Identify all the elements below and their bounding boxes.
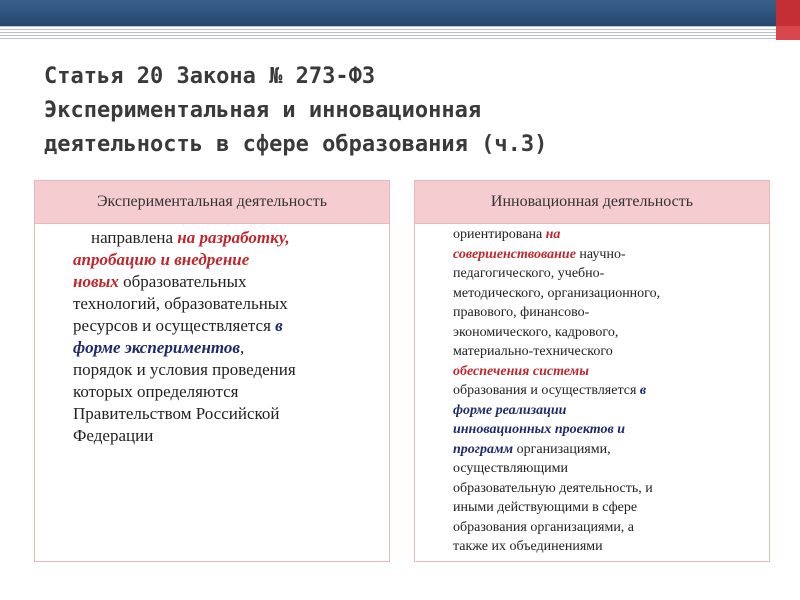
text-segment: образования и осуществляется — [453, 383, 640, 398]
text-line: образования организациями, а — [453, 519, 635, 535]
text-line — [73, 337, 387, 359]
text-line: педагогического, учебно- — [453, 266, 605, 281]
text-line — [73, 271, 387, 293]
text-segment: , — [240, 338, 245, 357]
text-line: методического, организационного, — [453, 285, 661, 301]
emphasis-text: на — [545, 227, 561, 242]
title-line-3: деятельность в сфере образования (ч.3) — [44, 132, 548, 157]
text-line — [73, 249, 387, 271]
text-line: правового, финансово- — [453, 305, 590, 320]
text-line: экономического, кадрового, — [453, 324, 619, 340]
emphasis-text: инновационных проектов и — [453, 422, 625, 437]
emphasis-text: в — [275, 316, 283, 335]
experimental-panel — [34, 180, 390, 562]
text-segment: ориентирована — [453, 227, 546, 242]
header-accent — [776, 0, 800, 26]
text-line: порядок и условия проведения — [73, 360, 296, 379]
text-line: технологий, образовательных — [73, 294, 288, 313]
emphasis-text: совершенствование — [453, 246, 576, 262]
text-line — [73, 227, 387, 249]
text-line: также их объединениями — [453, 539, 603, 554]
text-segment: организациями, — [513, 441, 611, 457]
header-stripe — [0, 26, 800, 40]
text-line: образовательную деятельность, и — [453, 480, 653, 496]
slide-title — [44, 60, 784, 162]
text-line — [453, 245, 763, 265]
text-line: которых определяются — [73, 382, 239, 401]
text-segment: ресурсов и осуществляется — [73, 316, 276, 335]
emphasis-text: программ — [453, 441, 514, 457]
header-stripe-accent — [776, 26, 800, 40]
text-line — [453, 401, 763, 421]
text-line — [453, 225, 763, 245]
text-line — [73, 315, 387, 337]
emphasis-text: форме экспериментов — [73, 338, 241, 357]
text-line — [453, 420, 763, 440]
emphasis-text: обеспечения системы — [453, 363, 589, 379]
innovation-text — [453, 225, 763, 557]
text-segment: научно- — [575, 246, 626, 262]
innovation-heading: Инновационная деятельность — [414, 180, 770, 224]
text-line — [453, 381, 763, 401]
emphasis-text: апробацию и внедрение — [73, 250, 250, 269]
title-line-1: Статья 20 Закона № 273-ФЗ — [44, 64, 376, 89]
text-line: осуществляющими — [453, 461, 568, 476]
text-line: иными действующими в сфере — [453, 500, 638, 515]
experimental-heading: Экспериментальная деятельность — [34, 180, 390, 224]
text-line: Правительством Российской — [73, 404, 280, 423]
experimental-text — [73, 227, 387, 447]
emphasis-text: форме реализации — [453, 402, 567, 418]
innovation-panel — [414, 180, 770, 562]
header-bar — [0, 0, 800, 26]
emphasis-text: на разработку, — [177, 228, 290, 247]
emphasis-text: новых — [73, 272, 119, 291]
text-line — [453, 362, 763, 382]
text-segment: образовательных — [118, 272, 247, 291]
title-line-2: Экспериментальная и инновационная — [44, 98, 482, 123]
text-line: Федерации — [73, 426, 154, 445]
text-line: материально-технического — [453, 344, 613, 359]
emphasis-text: в — [639, 383, 647, 398]
text-line — [453, 440, 763, 460]
text-segment: направлена — [91, 228, 178, 247]
